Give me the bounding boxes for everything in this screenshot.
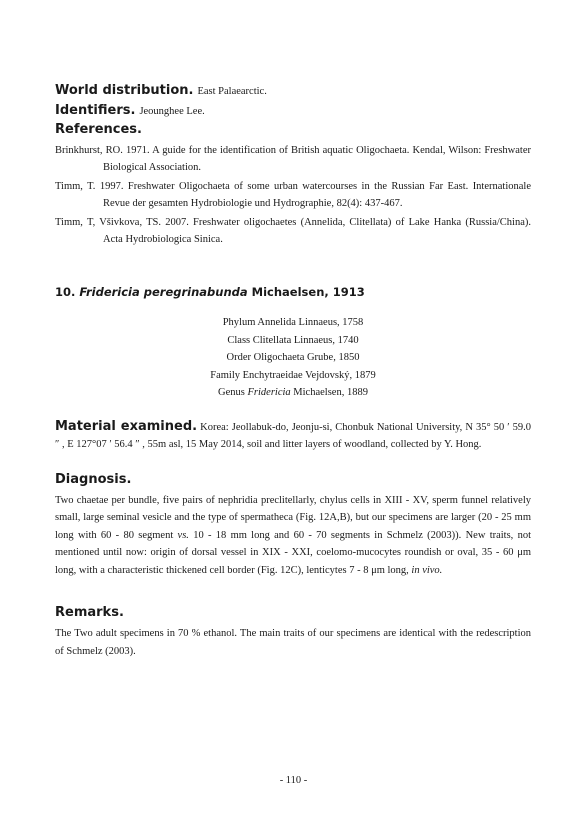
diagnosis-heading: Diagnosis. bbox=[55, 471, 132, 487]
diagnosis-text-mid: 10 - 18 mm long and 60 - 70 segments in Schmelz (2003)). New traits, not mentioned until now: origin of dorsal vessel in XIX - XXI, coelomo-mucocytes roundish or oval, 35 - 60 μm long, with a characteristic thickened cell border (Fig. 12C), lenticytes 7 - 8 μm long, bbox=[55, 529, 532, 576]
reference-item: Brinkhurst, RO. 1971. A guide for the identification of British aquatic Oligochaeta. Kendal, Wilson: Freshwater Biological Association. bbox=[55, 145, 531, 173]
diagnosis-paragraph bbox=[55, 492, 531, 580]
reference-item: Timm, T. 1997. Freshwater Oligochaeta of some urban watercourses in the Russian Far East. Internationale Revue der gesamten Hydrobiologie und Hydrographie, 82(4): 437-467. bbox=[55, 181, 531, 209]
species-number: 10. bbox=[55, 285, 76, 299]
world-distribution-value: East Palaearctic. bbox=[197, 86, 267, 97]
identifiers-label: Identifiers. bbox=[55, 103, 136, 118]
taxonomy-order: Order Oligochaeta Grube, 1850 bbox=[226, 352, 360, 363]
reference-item: Timm, T, Všivkova, TS. 2007. Freshwater oligochaetes (Annelida, Clitellata) of Lake Hanka (Russia/China). Acta Hydrobiologica Sinica. bbox=[55, 217, 531, 245]
genus-name: Fridericia bbox=[247, 387, 291, 398]
material-examined-paragraph bbox=[55, 418, 531, 454]
genus-prefix: Genus bbox=[218, 387, 245, 398]
page-number: - 110 - bbox=[279, 775, 308, 786]
world-distribution-label: World distribution. bbox=[55, 83, 194, 98]
diagnosis-vs: vs. bbox=[177, 529, 189, 541]
identifiers-value: Jeounghee Lee. bbox=[139, 106, 205, 117]
species-authority: Michaelsen, 1913 bbox=[251, 285, 365, 299]
references-heading: References. bbox=[55, 122, 142, 137]
material-examined-text: Korea: Jeollabuk-do, Jeonju-si, Chonbuk National University, N 35° 50 ′ 59.0 ″ , E 127°07 ′ 56.4 ″ , 55m asl, 15 May 2014, soil and litter layers of woodland, collected by Y. Hong. bbox=[55, 421, 532, 450]
remarks-heading: Remarks. bbox=[55, 605, 124, 620]
taxonomy-family: Family Enchytraeidae Vejdovský, 1879 bbox=[210, 369, 376, 381]
world-distribution-line bbox=[55, 80, 531, 100]
genus-authority: Michaelsen, 1889 bbox=[293, 387, 368, 398]
species-name: Fridericia peregrinabunda bbox=[79, 285, 248, 299]
taxonomy-phylum: Phylum Annelida Linnaeus, 1758 bbox=[222, 317, 364, 328]
identifiers-line bbox=[55, 100, 531, 120]
taxonomy-block bbox=[55, 314, 531, 402]
taxonomy-class: Class Clitellata Linnaeus, 1740 bbox=[227, 334, 359, 346]
document-page bbox=[55, 80, 531, 660]
references-list bbox=[55, 142, 531, 248]
taxonomy-genus bbox=[55, 384, 531, 402]
remarks-paragraph: The Two adult specimens in 70 % ethanol. The main traits of our specimens are identical with the redescription of Schmelz (2003). bbox=[55, 628, 531, 657]
diagnosis-text-main: Two chaetae per bundle, five pairs of nephridia preclitellarly, chylus cells in XIII - XV, sperm funnel relatively small, large seminal vesicle and the type of spermatheca (Fig. 12A,B), but our specimens are larger (20 - 25 mm long with 60 - 80 segment bbox=[55, 494, 531, 541]
diagnosis-in-vivo: in vivo. bbox=[411, 564, 443, 576]
material-examined-label: Material examined. bbox=[55, 418, 198, 434]
species-heading bbox=[55, 282, 531, 302]
